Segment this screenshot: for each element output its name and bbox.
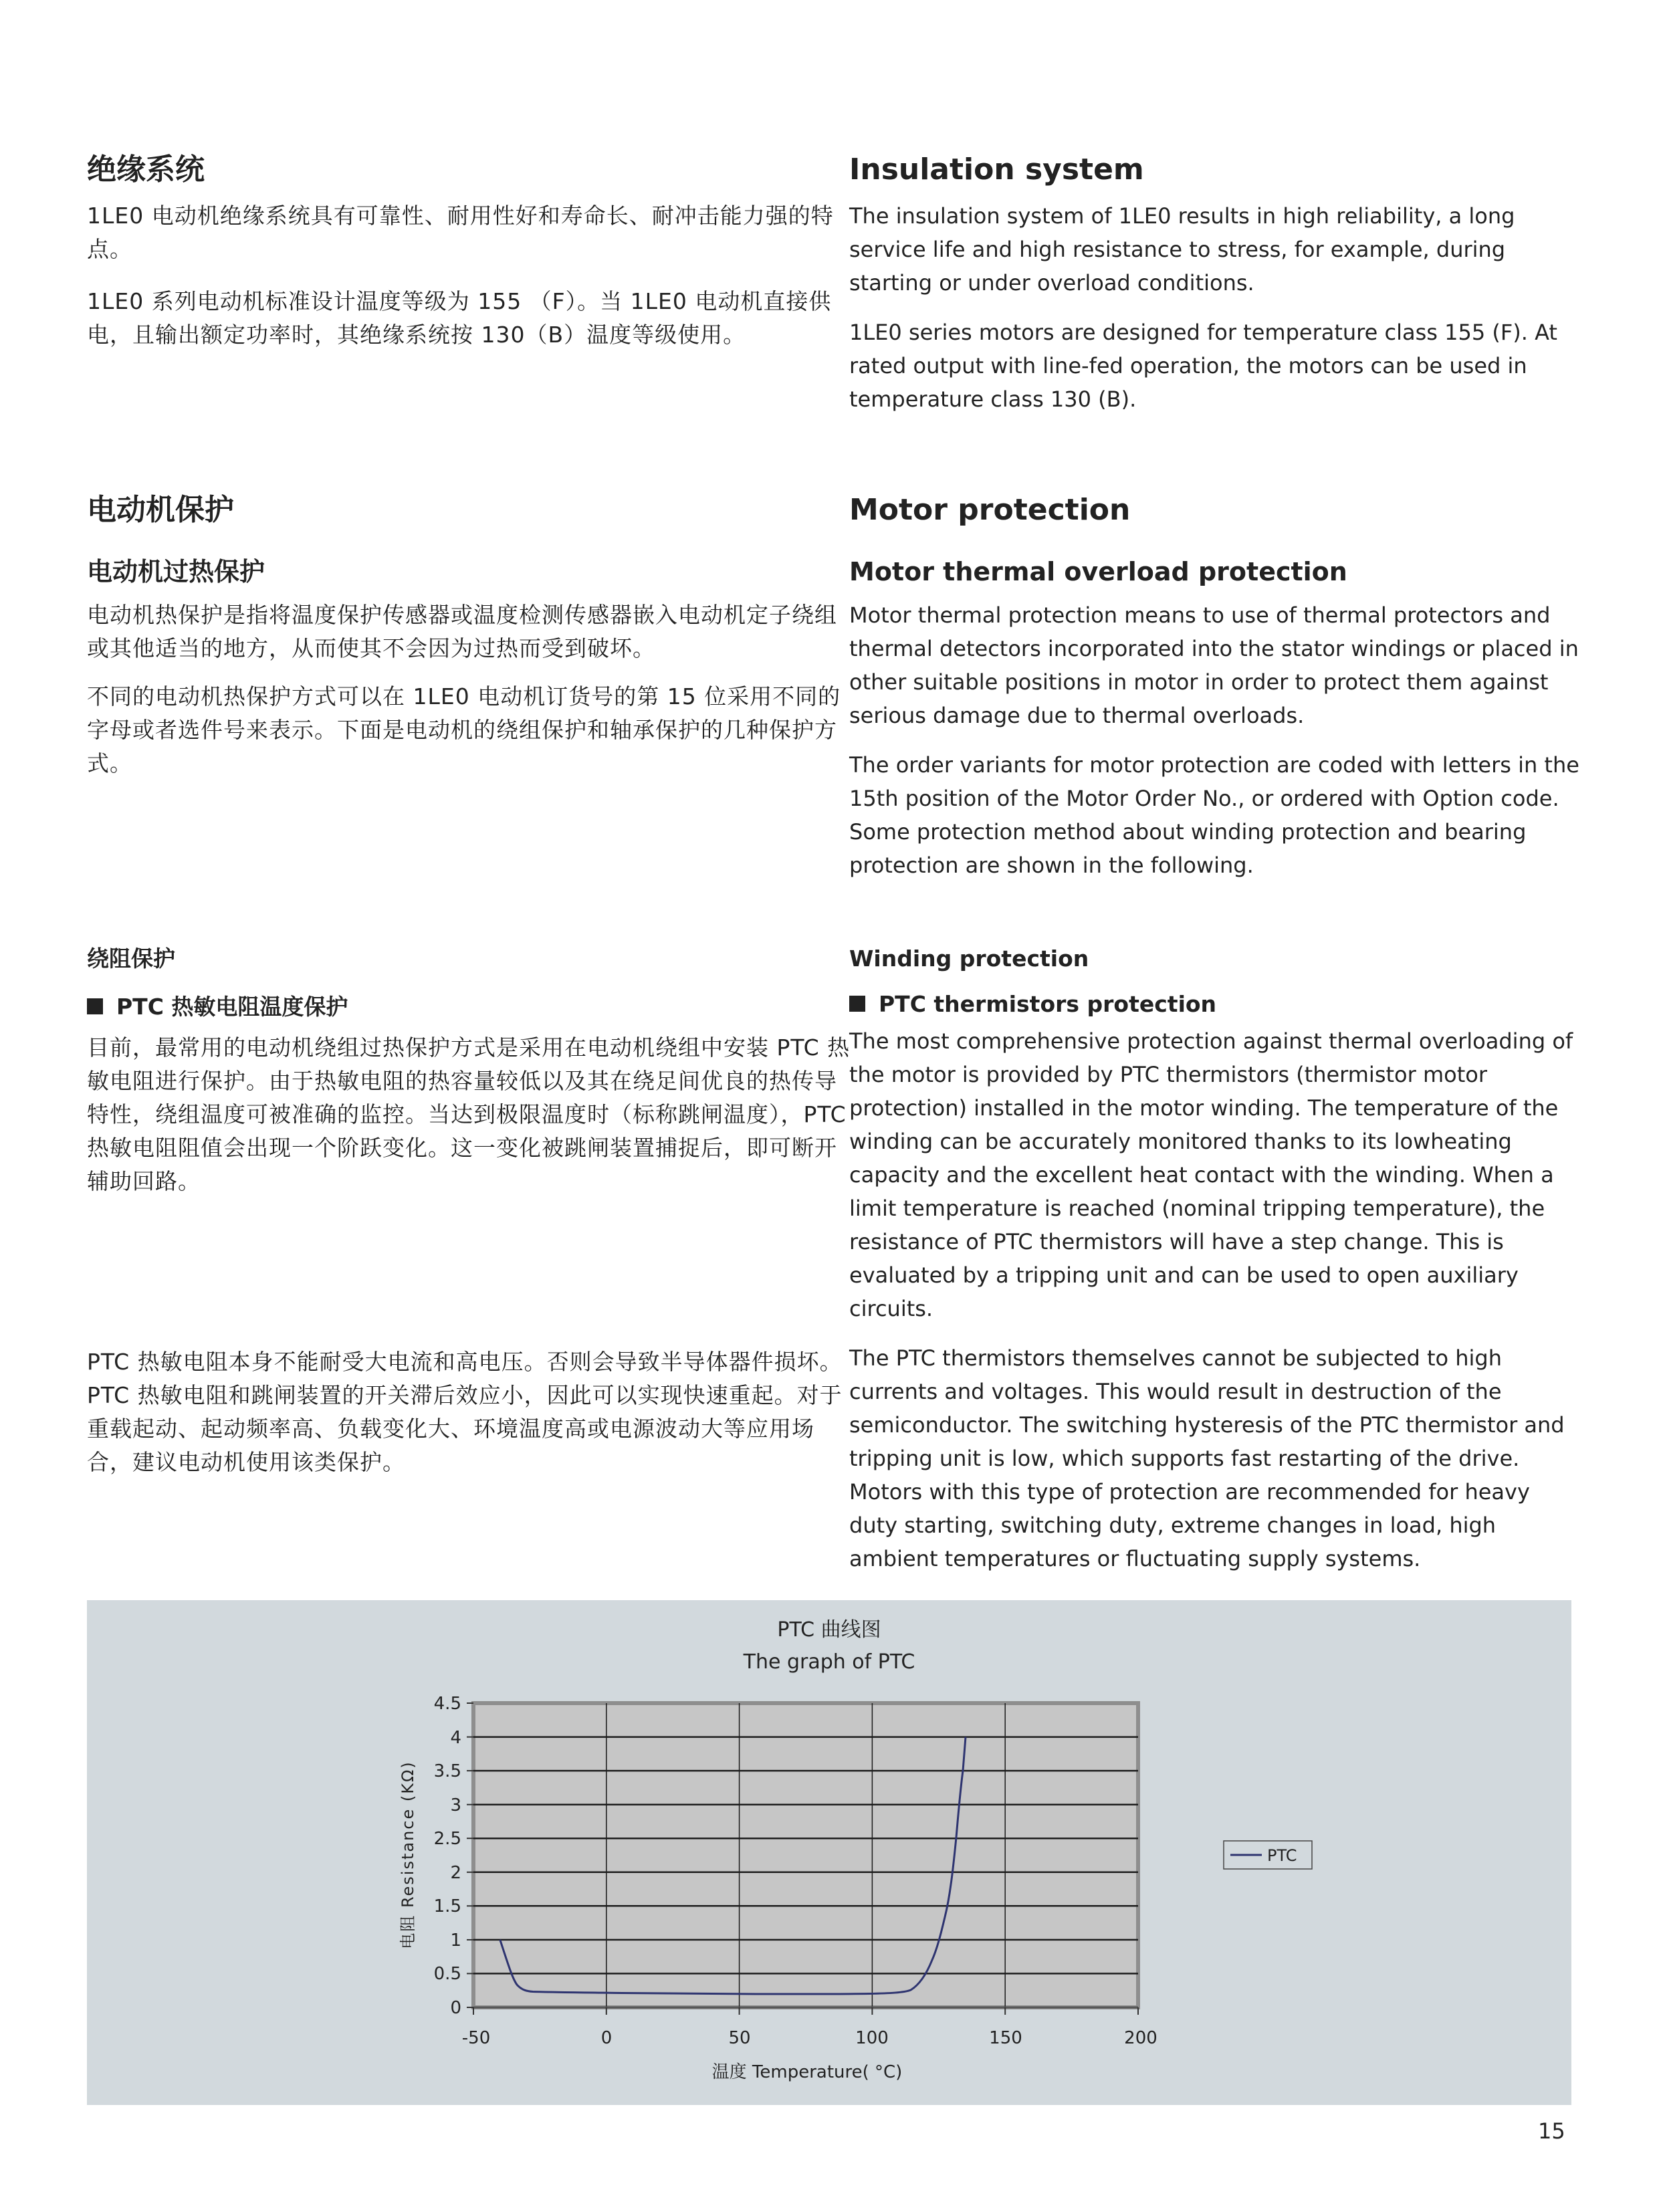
svg-text:0: 0 xyxy=(600,2028,613,2048)
chart-title-cn: PTC 曲线图 xyxy=(777,1618,881,1642)
svg-text:3.5: 3.5 xyxy=(433,1761,461,1781)
svg-text:2: 2 xyxy=(450,1863,461,1883)
winding-title-cn: 绕阻保护 xyxy=(87,946,175,972)
motor-protection-section-cn xyxy=(87,491,853,780)
chart-legend xyxy=(1224,1841,1312,1869)
svg-text:50: 50 xyxy=(728,2028,751,2048)
winding-title-en: Winding protection xyxy=(849,946,1089,972)
insulation-section-en xyxy=(849,151,1585,416)
thermal-overload-subtitle-en: Motor thermal overload protection xyxy=(849,557,1347,586)
svg-text:2.5: 2.5 xyxy=(433,1829,461,1849)
svg-text:1.5: 1.5 xyxy=(433,1896,461,1916)
ptc-paragraph-1-cn: 目前，最常用的电动机绕组过热保护方式是采用在电动机绕组中安装 PTC 热敏电阻进行保护。由于热敏电阻的热容量较低以及其在绕足间优良的热传导特性，绕组温度可被准确的监控。当达到极限温度时（标称跳闸温度），PTC 热敏电阻阻值会出现一个阶跃变化。这一变化被跳闸装置捕捉后，即可断开辅助回路。 xyxy=(87,1034,851,1194)
ptc-paragraph-1-en: The most comprehensive protection against thermal overloading of the motor is provided by PTC thermistors (thermistor motor protection) installed in the motor winding. The temperature of the winding can be accurately monitored thanks to its lowheating capacity and the excellent heat contact with the winding. When a limit temperature is reached (nominal tripping temperature), the resistance of PTC thermistors will have a step change. This is evaluated by a tripping unit and can be used to open auxiliary circuits. xyxy=(849,1028,1573,1321)
svg-text:100: 100 xyxy=(855,2028,889,2048)
svg-text:1: 1 xyxy=(450,1930,461,1951)
svg-text:4: 4 xyxy=(450,1728,461,1748)
winding-section-en xyxy=(849,943,1585,1575)
square-bullet-icon xyxy=(87,998,103,1014)
ptc-chart-panel xyxy=(87,1600,1571,2105)
svg-text:0: 0 xyxy=(450,1998,461,2018)
insulation-paragraph-2-cn: 1LE0 系列电动机标准设计温度等级为 155 （F）。当 1LE0 电动机直接供电，且输出额定功率时，其绝缘系统按 130（B）温度等级使用。 xyxy=(87,288,832,348)
ptc-bullet-heading-cn xyxy=(87,991,853,1023)
svg-text:200: 200 xyxy=(1124,2028,1157,2048)
ptc-bullet-heading-en xyxy=(849,988,1585,1020)
thermal-overload-subtitle-cn: 电动机过热保护 xyxy=(87,557,265,586)
plot-area xyxy=(473,1703,1138,2007)
ptc-chart xyxy=(87,1600,1571,2105)
insulation-section-cn xyxy=(87,151,853,352)
legend-label: PTC xyxy=(1267,1846,1297,1865)
motor-protection-section-en xyxy=(849,491,1585,882)
thermal-overload-paragraph-2-cn: 不同的电动机热保护方式可以在 1LE0 电动机订货号的第 15 位采用不同的字母或者选件号来表示。下面是电动机的绕组保护和轴承保护的几种保护方式。 xyxy=(87,683,841,776)
insulation-title-en: Insulation system xyxy=(849,152,1144,187)
svg-text:3: 3 xyxy=(450,1795,461,1815)
page-number: 15 xyxy=(1538,2118,1565,2144)
x-axis-label: 温度 Temperature( °C) xyxy=(711,2062,903,2082)
ptc-bullet-title-cn: PTC 热敏电阻温度保护 xyxy=(116,994,348,1020)
insulation-paragraph-2-en: 1LE0 series motors are designed for temperature class 155 (F). At rated output with line-fed operation, the motors can be used in temperature class 130 (B). xyxy=(849,320,1557,412)
motor-protection-title-cn: 电动机保护 xyxy=(87,493,234,527)
thermal-overload-paragraph-2-en: The order variants for motor protection are coded with letters in the 15th position of the Motor Order No., or ordered with Option code. Some protection method about winding protection and bearing protection are shown in the following. xyxy=(849,752,1579,878)
insulation-title-cn: 绝缘系统 xyxy=(87,152,205,187)
svg-text:150: 150 xyxy=(989,2028,1022,2048)
motor-protection-title-en: Motor protection xyxy=(849,493,1131,527)
ptc-paragraph-2-cn: PTC 热敏电阻本身不能耐受大电流和高电压。否则会导致半导体器件损坏。PTC 热敏电阻和跳闸装置的开关滞后效应小，因此可以实现快速重起。对于重载起动、起动频率高、负载变化大、环境温度高或电源波动大等应用场合，建议电动机使用该类保护。 xyxy=(87,1349,843,1475)
ptc-paragraph-2-cn-wrap xyxy=(87,1345,853,1479)
svg-text:4.5: 4.5 xyxy=(433,1694,461,1714)
y-tick-labels xyxy=(434,1694,461,2018)
ptc-paragraph-2-en: The PTC thermistors themselves cannot be subjected to high currents and voltages. This would result in destruction of the semiconductor. The switching hysteresis of the PTC thermistor and tripping unit is low, which supports fast restarting of the drive. Motors with this type of protection are recommended for heavy duty starting, switching duty, extreme changes in load, high ambient temperatures or fluctuating supply systems. xyxy=(849,1345,1565,1571)
ptc-bullet-title-en: PTC thermistors protection xyxy=(879,991,1217,1017)
thermal-overload-paragraph-1-en: Motor thermal protection means to use of thermal protectors and thermal detectors incorporated into the stator windings or placed in other suitable positions in motor in order to protect them against serious damage due to thermal overloads. xyxy=(849,602,1579,728)
insulation-paragraph-1-en: The insulation system of 1LE0 results in high reliability, a long service life and high resistance to stress, for example, during starting or under overload conditions. xyxy=(849,203,1515,296)
y-axis-label: 电阻 Resistance (KΩ) xyxy=(399,1761,417,1949)
insulation-paragraph-1-cn: 1LE0 电动机绝缘系统具有可靠性、耐用性好和寿命长、耐冲击能力强的特点。 xyxy=(87,203,834,262)
svg-text:-50: -50 xyxy=(461,2028,491,2048)
svg-text:0.5: 0.5 xyxy=(433,1964,461,1984)
winding-section-cn xyxy=(87,943,853,1198)
chart-title-en: The graph of PTC xyxy=(743,1650,915,1674)
x-tick-labels xyxy=(462,2028,1157,2048)
thermal-overload-paragraph-1-cn: 电动机热保护是指将温度保护传感器或温度检测传感器嵌入电动机定子绕组或其他适当的地方，从而使其不会因为过热而受到破坏。 xyxy=(87,602,837,661)
square-bullet-icon xyxy=(849,996,865,1012)
